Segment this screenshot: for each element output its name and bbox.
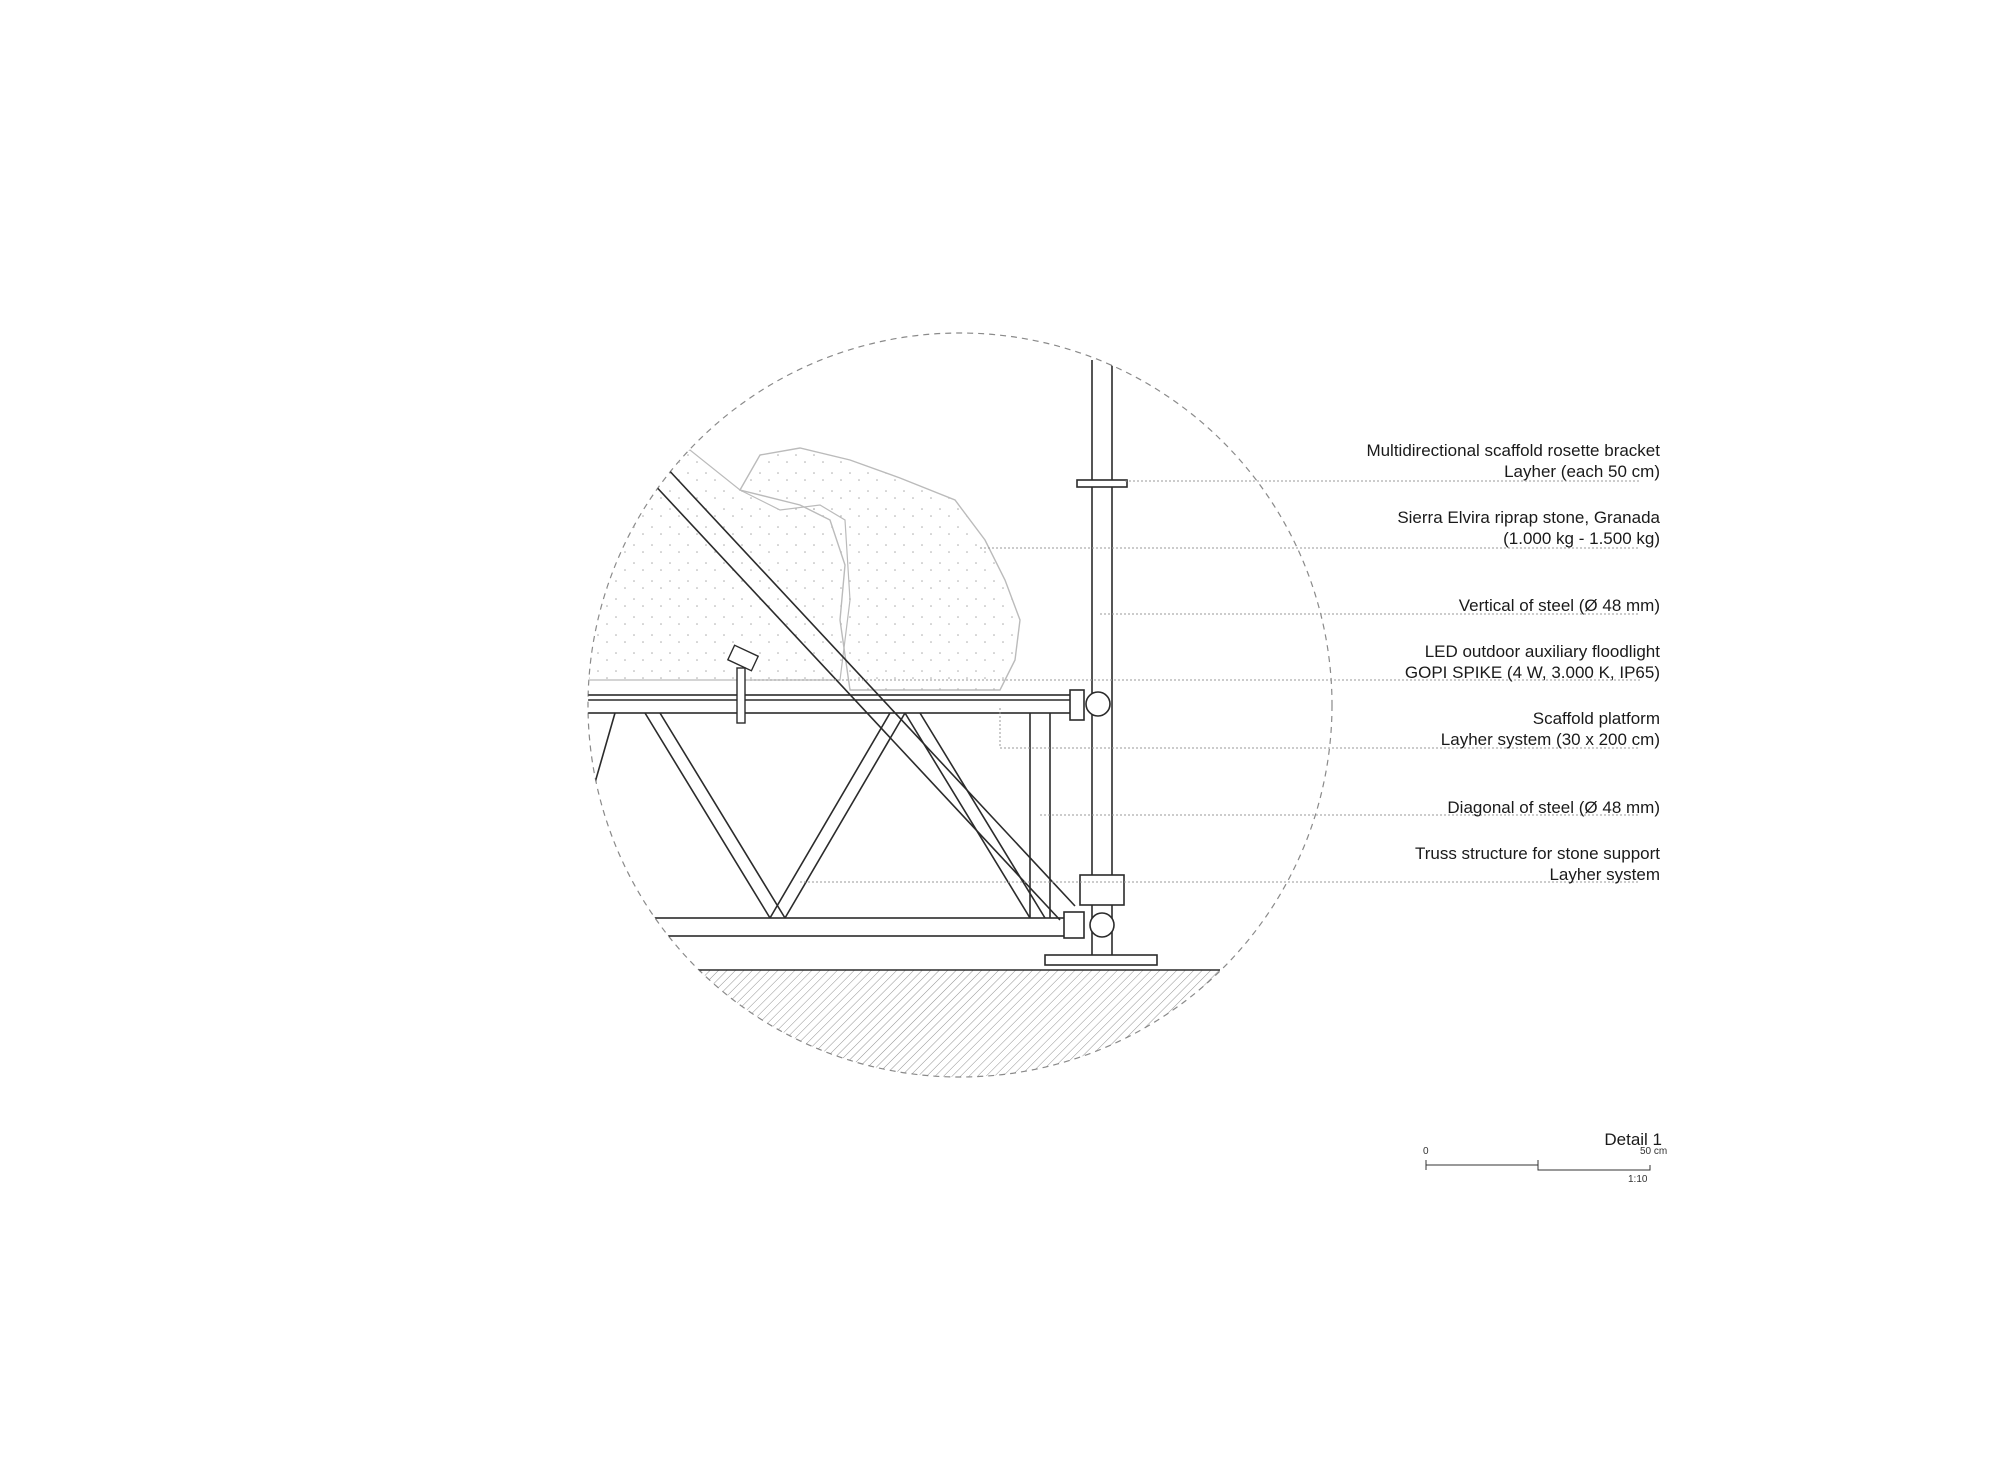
callout-truss-structure: Truss structure for stone support Layher system bbox=[1414, 844, 1660, 884]
scaffold-platform bbox=[580, 695, 1080, 713]
detail-boundary-circle bbox=[588, 333, 1332, 1077]
scale-end-label: 50 cm bbox=[1640, 1146, 1668, 1157]
callout-led-floodlight: LED outdoor auxiliary floodlight GOPI SPIKE (4 W, 3.000 K, IP65) bbox=[1404, 642, 1660, 682]
steel-vertical bbox=[1045, 360, 1157, 965]
scale-start-label: 0 bbox=[1423, 1146, 1429, 1157]
ground-hatch bbox=[560, 970, 1320, 1110]
callout-riprap-stone: Sierra Elvira riprap stone, Granada (1.000 kg - 1.500 kg) bbox=[1397, 508, 1660, 548]
scale-bar bbox=[1426, 1160, 1650, 1170]
scale-ratio-label: 1:10 bbox=[1628, 1174, 1648, 1185]
led-floodlight bbox=[728, 645, 758, 723]
callout-rosette-bracket: Multidirectional scaffold rosette bracket Layher (each 50 cm) bbox=[1366, 441, 1660, 481]
detail-title: Detail 1 bbox=[1604, 1130, 1662, 1149]
callout-steel-diagonal: Diagonal of steel (Ø 48 mm) bbox=[1447, 798, 1660, 817]
callout-scaffold-platform: Scaffold platform Layher system (30 x 200 cm) bbox=[1440, 709, 1660, 749]
truss-structure bbox=[580, 713, 1070, 936]
callout-steel-vertical: Vertical of steel (Ø 48 mm) bbox=[1458, 596, 1660, 615]
